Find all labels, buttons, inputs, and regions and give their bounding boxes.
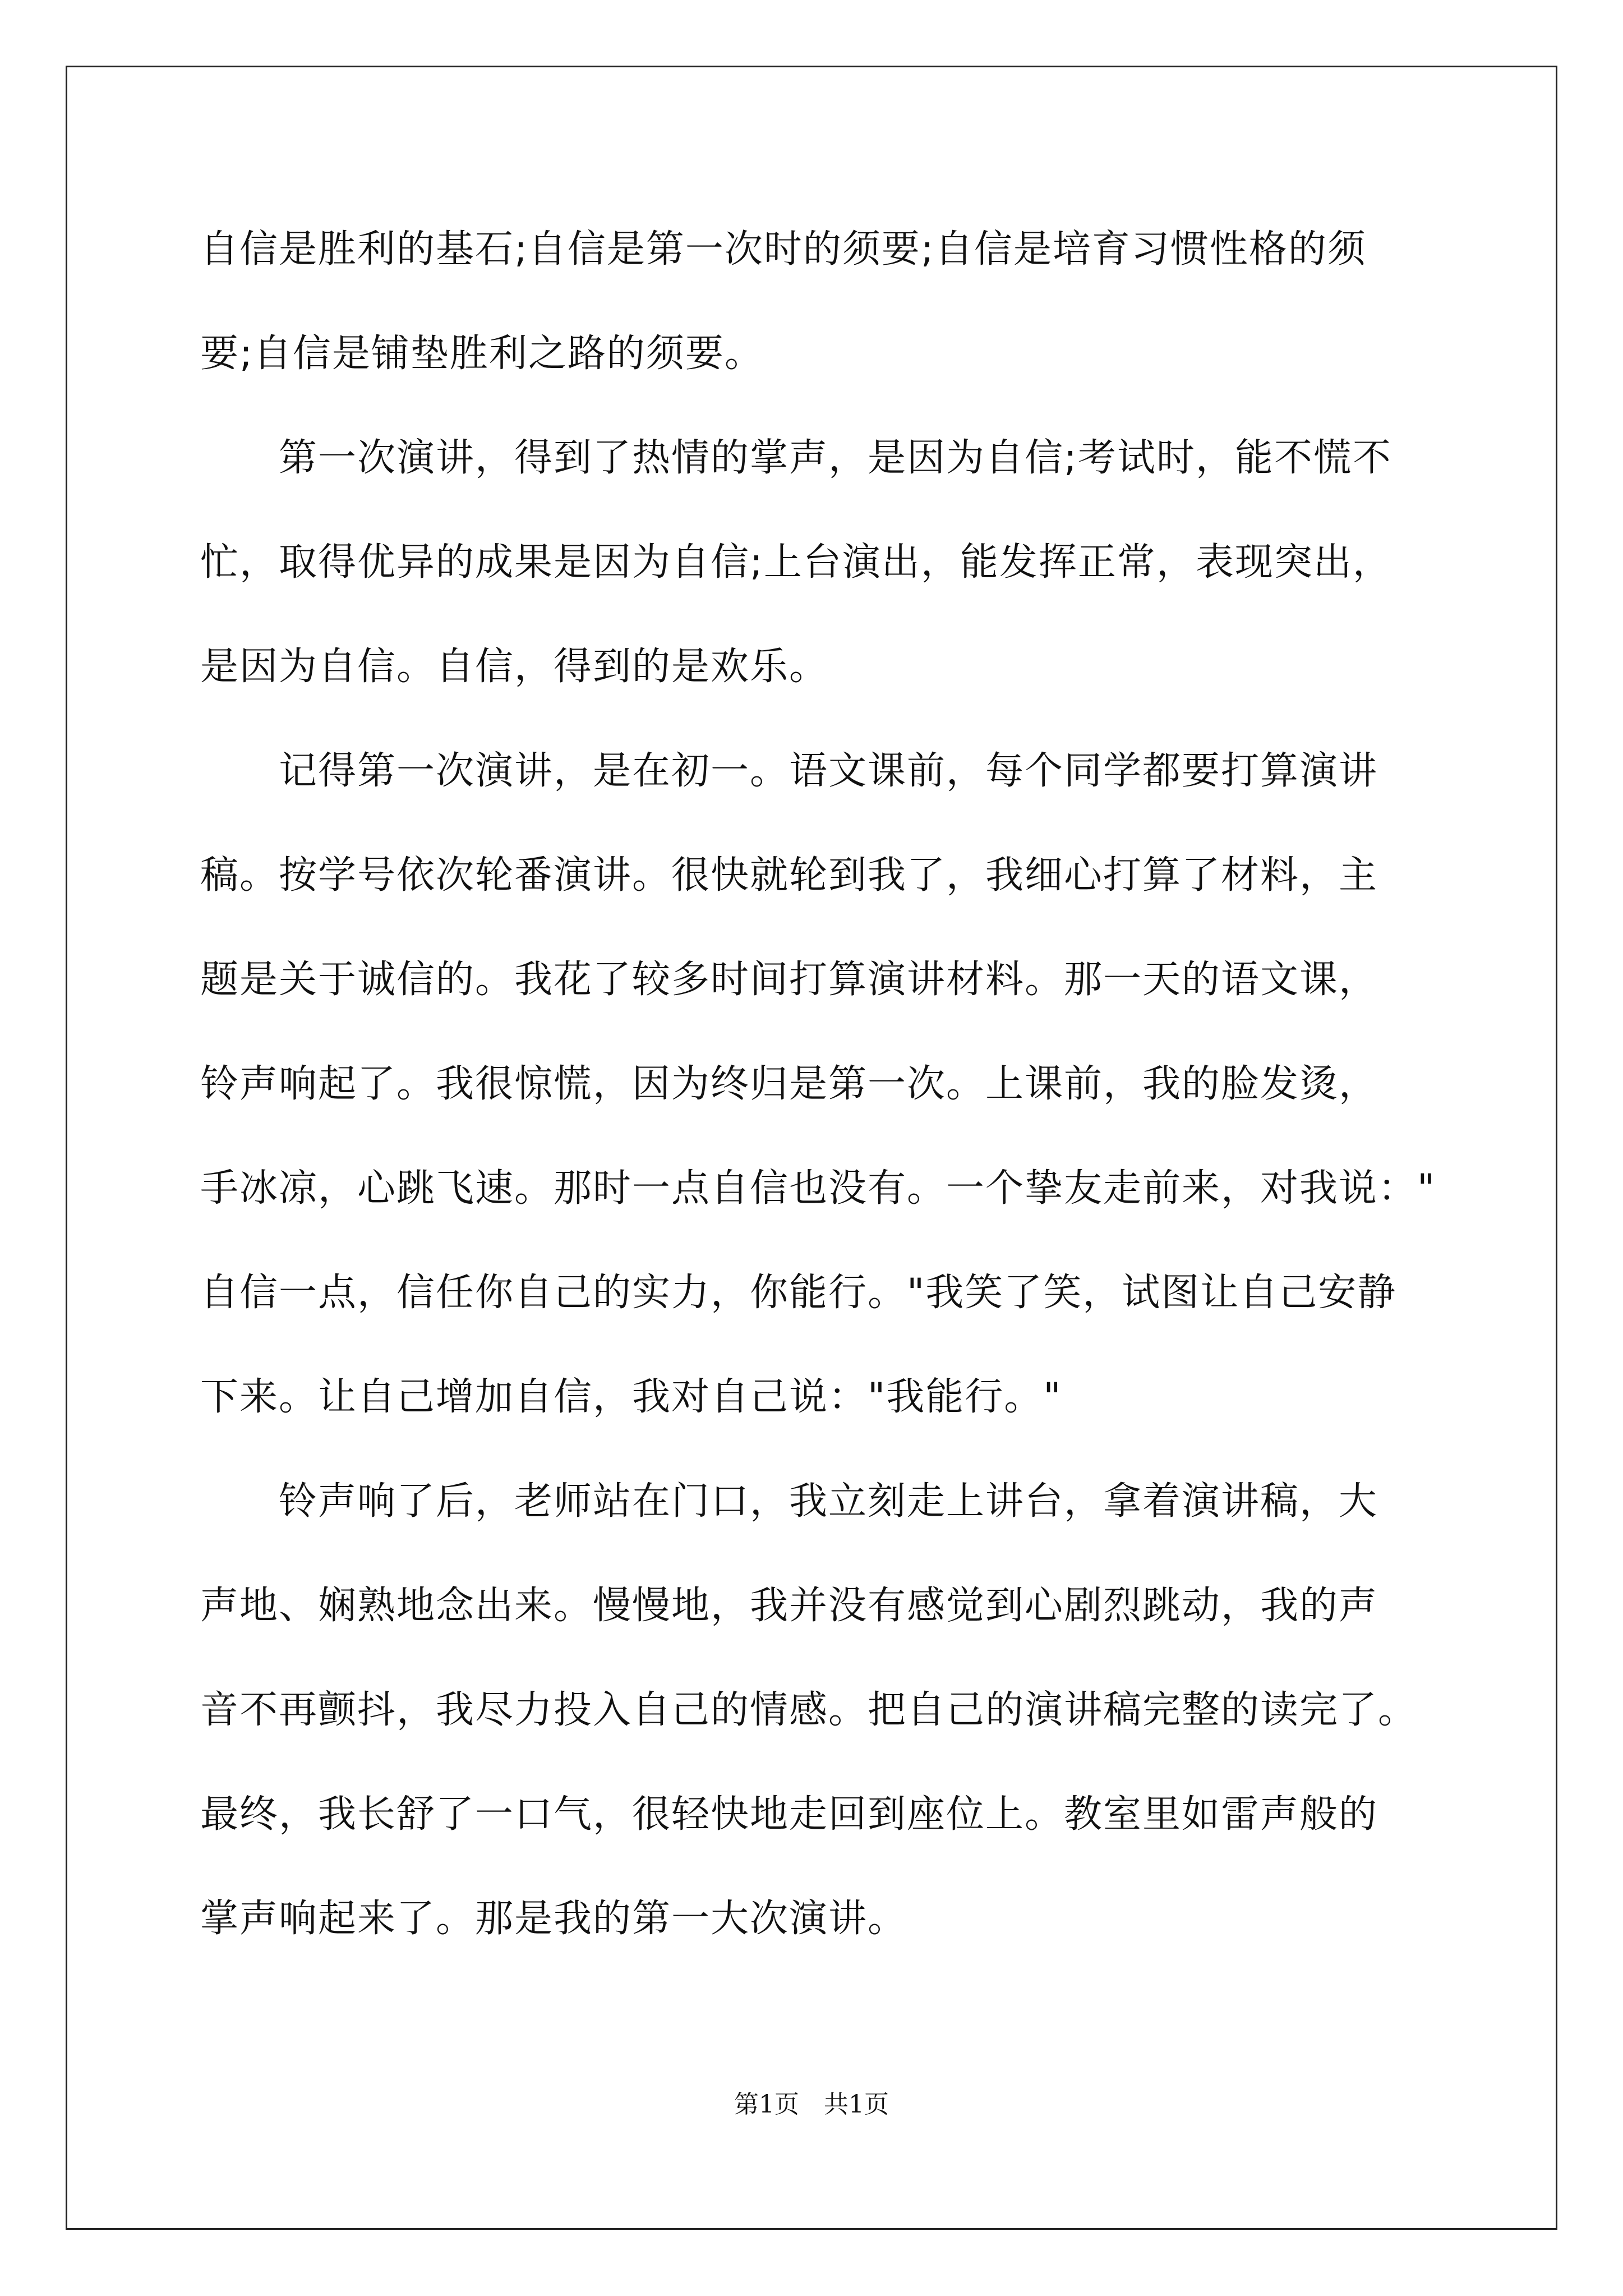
text-line: 第一次演讲，得到了热情的掌声，是因为自信;考试时，能不慌不 bbox=[200, 436, 1392, 480]
text-line: 要;自信是铺垫胜利之路的须要。 bbox=[200, 332, 764, 376]
text-line: 记得第一次演讲，是在初一。语文课前，每个同学都要打算演讲 bbox=[200, 749, 1378, 793]
text-line: 手冰凉，心跳飞速。那时一点自信也没有。一个挚友走前来，对我说：" bbox=[200, 1166, 1436, 1211]
text-line: 掌声响起来了。那是我的第一大次演讲。 bbox=[200, 1897, 907, 1941]
text-line: 自信是胜利的基石;自信是第一次时的须要;自信是培育习惯性格的须 bbox=[200, 227, 1367, 272]
text-line: 音不再颤抖，我尽力投入自己的情感。把自己的演讲稿完整的读完了。 bbox=[200, 1688, 1418, 1732]
text-line: 下来。让自己增加自信，我对自己说："我能行。" bbox=[200, 1375, 1062, 1419]
text-line: 铃声响起了。我很惊慌，因为终归是第一次。上课前，我的脸发烫， bbox=[200, 1062, 1378, 1106]
text-line: 忙，取得优异的成果是因为自信;上台演出，能发挥正常，表现突出， bbox=[200, 540, 1392, 585]
text-line: 铃声响了后，老师站在门口，我立刻走上讲台，拿着演讲稿，大 bbox=[200, 1479, 1378, 1524]
text-line: 声地、娴熟地念出来。慢慢地，我并没有感觉到心剧烈跳动，我的声 bbox=[200, 1584, 1378, 1628]
text-line: 是因为自信。自信，得到的是欢乐。 bbox=[200, 645, 829, 689]
text-line: 自信一点，信任你自己的实力，你能行。"我笑了笑，试图让自己安静 bbox=[200, 1271, 1397, 1315]
text-line: 题是关于诚信的。我花了较多时间打算演讲材料。那一天的语文课， bbox=[200, 958, 1378, 1002]
page-number-footer: 第1页 共1页 bbox=[734, 2090, 889, 2119]
text-line: 最终，我长舒了一口气，很轻快地走回到座位上。教室里如雷声般的 bbox=[200, 1792, 1378, 1837]
text-line: 稿。按学号依次轮番演讲。很快就轮到我了，我细心打算了材料，主 bbox=[200, 853, 1378, 898]
